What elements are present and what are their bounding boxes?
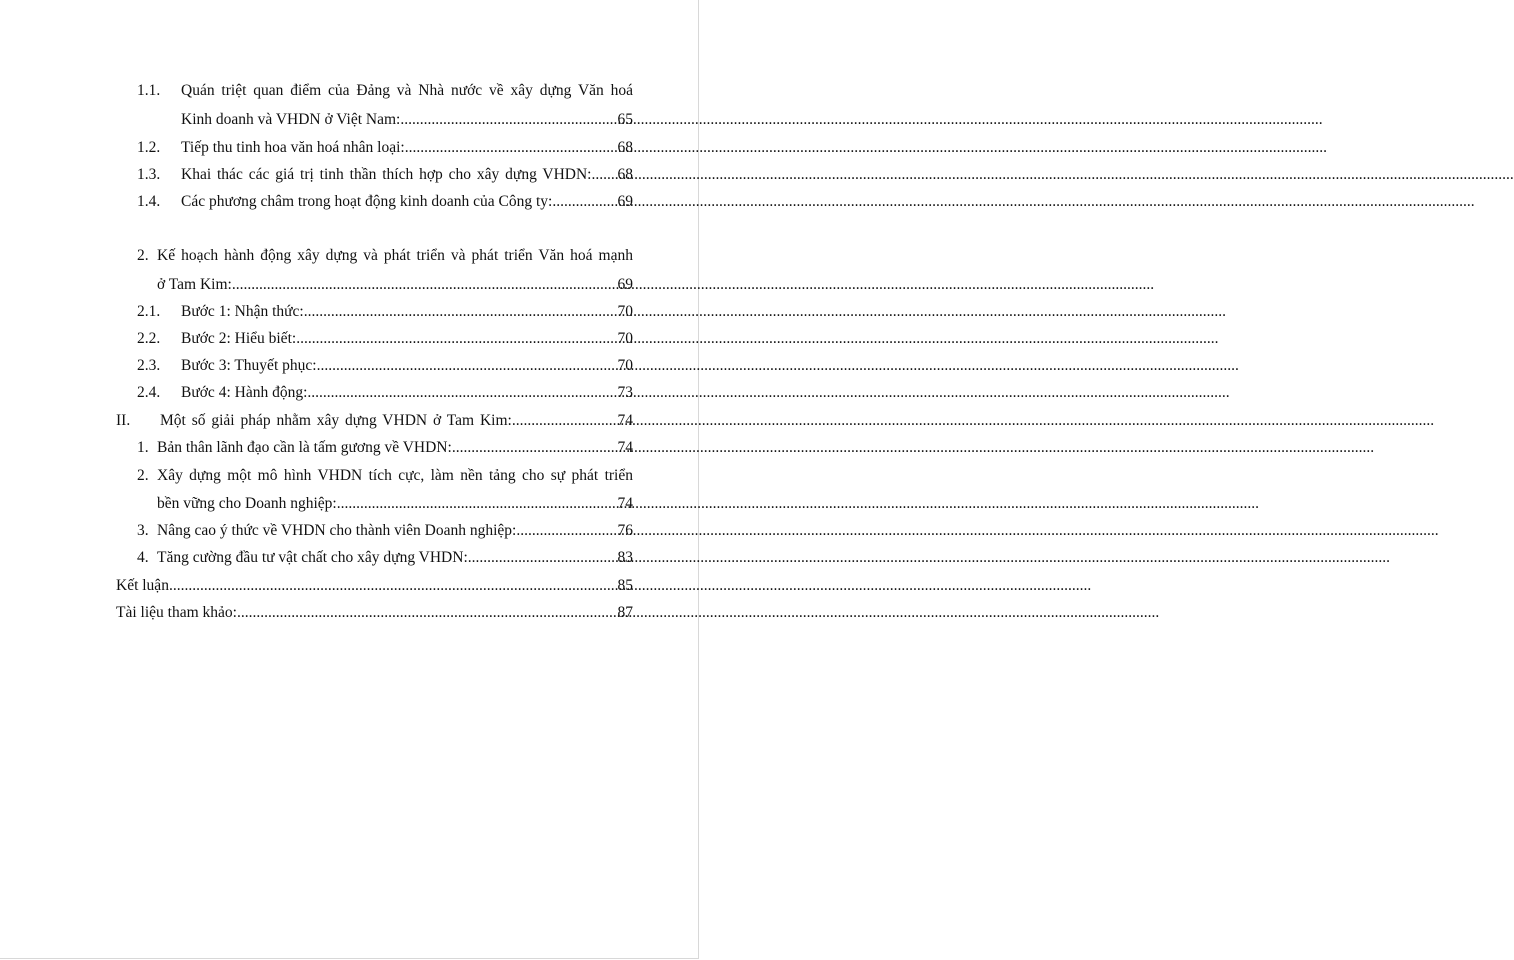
toc-title: Xây dựng một mô hình VHDN tích cực, làm nền tảng cho sự phát triển — [157, 467, 633, 484]
toc-title: Khai thác các giá trị tinh thần thích hợp cho xây dựng VHDN: — [181, 166, 592, 183]
toc-entry-II[interactable] — [116, 411, 633, 431]
toc-number: 2.1. — [137, 303, 161, 320]
toc-entry-1-3[interactable] — [137, 165, 633, 185]
toc-page-number: 68 — [617, 166, 633, 183]
toc-page-number: 68 — [617, 139, 633, 156]
toc-title-continued: bền vững cho Doanh nghiệp: — [157, 495, 337, 512]
toc-number: 4. — [137, 549, 149, 566]
toc-entry-2-1[interactable] — [137, 302, 633, 322]
toc-entry-1-2[interactable] — [137, 138, 633, 158]
dot-leader — [237, 603, 618, 623]
toc-title: Tăng cường đầu tư vật chất cho xây dựng VHDN: — [157, 549, 468, 566]
toc-title: Quán triệt quan điểm của Đảng và Nhà nước về xây dựng Văn hoá — [181, 82, 633, 99]
dot-leader — [512, 411, 618, 431]
dot-leader — [304, 302, 618, 322]
toc-number: 2.4. — [137, 384, 161, 401]
toc-number: 2.3. — [137, 357, 161, 374]
toc-title-continued: ở Tam Kim: — [157, 276, 232, 293]
dot-leader — [400, 110, 617, 130]
toc-page-number: 85 — [617, 577, 633, 594]
toc-title-continued: Kinh doanh và VHDN ở Việt Nam: — [181, 111, 401, 128]
toc-entry-1-1-line2[interactable] — [181, 110, 633, 130]
toc-entry-2-line1[interactable] — [137, 246, 633, 266]
toc-page-number: 74 — [617, 412, 633, 429]
toc-entry-II-3[interactable] — [137, 521, 633, 541]
toc-number: II. — [116, 412, 131, 429]
toc-page-number: 70 — [617, 330, 633, 347]
toc-number: 1.1. — [137, 82, 161, 99]
toc-page-number: 73 — [617, 384, 633, 401]
dot-leader — [337, 494, 618, 514]
toc-title: Bước 1: Nhận thức: — [181, 303, 304, 320]
dot-leader — [296, 329, 617, 349]
toc-entry-2-4[interactable] — [137, 383, 633, 403]
toc-entry-references[interactable] — [116, 603, 633, 623]
dot-leader — [169, 576, 618, 596]
toc-title: Tiếp thu tinh hoa văn hoá nhân loại: — [181, 139, 405, 156]
toc-title: Bước 4: Hành động: — [181, 384, 308, 401]
toc-number: 1.4. — [137, 193, 161, 210]
toc-page-number: 69 — [617, 193, 633, 210]
dot-leader — [405, 138, 618, 158]
toc-entry-2-3[interactable] — [137, 356, 633, 376]
toc-entry-2-2[interactable] — [137, 329, 633, 349]
toc-number: 1.2. — [137, 139, 161, 156]
toc-page-number: 70 — [617, 357, 633, 374]
toc-entry-II-4[interactable] — [137, 548, 633, 568]
dot-leader — [516, 521, 617, 541]
toc-entry-II-2-line1[interactable] — [137, 466, 633, 486]
toc-entry-2-line2[interactable] — [157, 275, 633, 295]
dot-leader — [317, 356, 618, 376]
toc-entry-conclusion[interactable] — [116, 576, 633, 596]
toc-title: Kết luận — [116, 577, 169, 594]
dot-leader — [592, 165, 618, 185]
toc-title: Các phương châm trong hoạt động kinh doanh của Công ty: — [181, 193, 553, 210]
dot-leader — [452, 438, 618, 458]
toc-title: Bước 2: Hiểu biết: — [181, 330, 297, 347]
toc-title: Một số giải pháp nhằm xây dựng VHDN ở Tam Kim: — [160, 412, 512, 429]
toc-entry-II-2-line2[interactable] — [157, 494, 633, 514]
toc-title: Nâng cao ý thức về VHDN cho thành viên Doanh nghiệp: — [157, 522, 517, 539]
toc-title: Tài liệu tham khảo: — [116, 604, 237, 621]
toc-entry-1-4[interactable] — [137, 192, 633, 212]
toc-number: 2. — [137, 467, 149, 484]
toc-number: 1. — [137, 439, 149, 456]
toc-page-number: 76 — [617, 522, 633, 539]
toc-entry-1-1-line1[interactable] — [137, 81, 633, 101]
toc-page-number: 74 — [617, 439, 633, 456]
toc-number: 2.2. — [137, 330, 161, 347]
dot-leader — [307, 383, 617, 403]
toc-title: Bước 3: Thuyết phục: — [181, 357, 317, 374]
dot-leader — [468, 548, 618, 568]
dot-leader — [552, 192, 617, 212]
toc-title: Bản thân lãnh đạo cần là tấm gương về VHDN: — [157, 439, 452, 456]
toc-page-number: 65 — [617, 111, 633, 128]
toc-number: 1.3. — [137, 166, 161, 183]
toc-number: 2. — [137, 247, 149, 264]
toc-page-number: 70 — [617, 303, 633, 320]
toc-page-number: 74 — [617, 495, 633, 512]
toc-number: 3. — [137, 522, 149, 539]
toc-page-number: 87 — [617, 604, 633, 621]
toc-title: Kế hoạch hành động xây dựng và phát triển và phát triển Văn hoá mạnh — [157, 247, 633, 264]
toc-page-number: 69 — [617, 276, 633, 293]
toc-entry-II-1[interactable] — [137, 438, 633, 458]
dot-leader — [232, 275, 618, 295]
toc-page-number: 83 — [617, 549, 633, 566]
